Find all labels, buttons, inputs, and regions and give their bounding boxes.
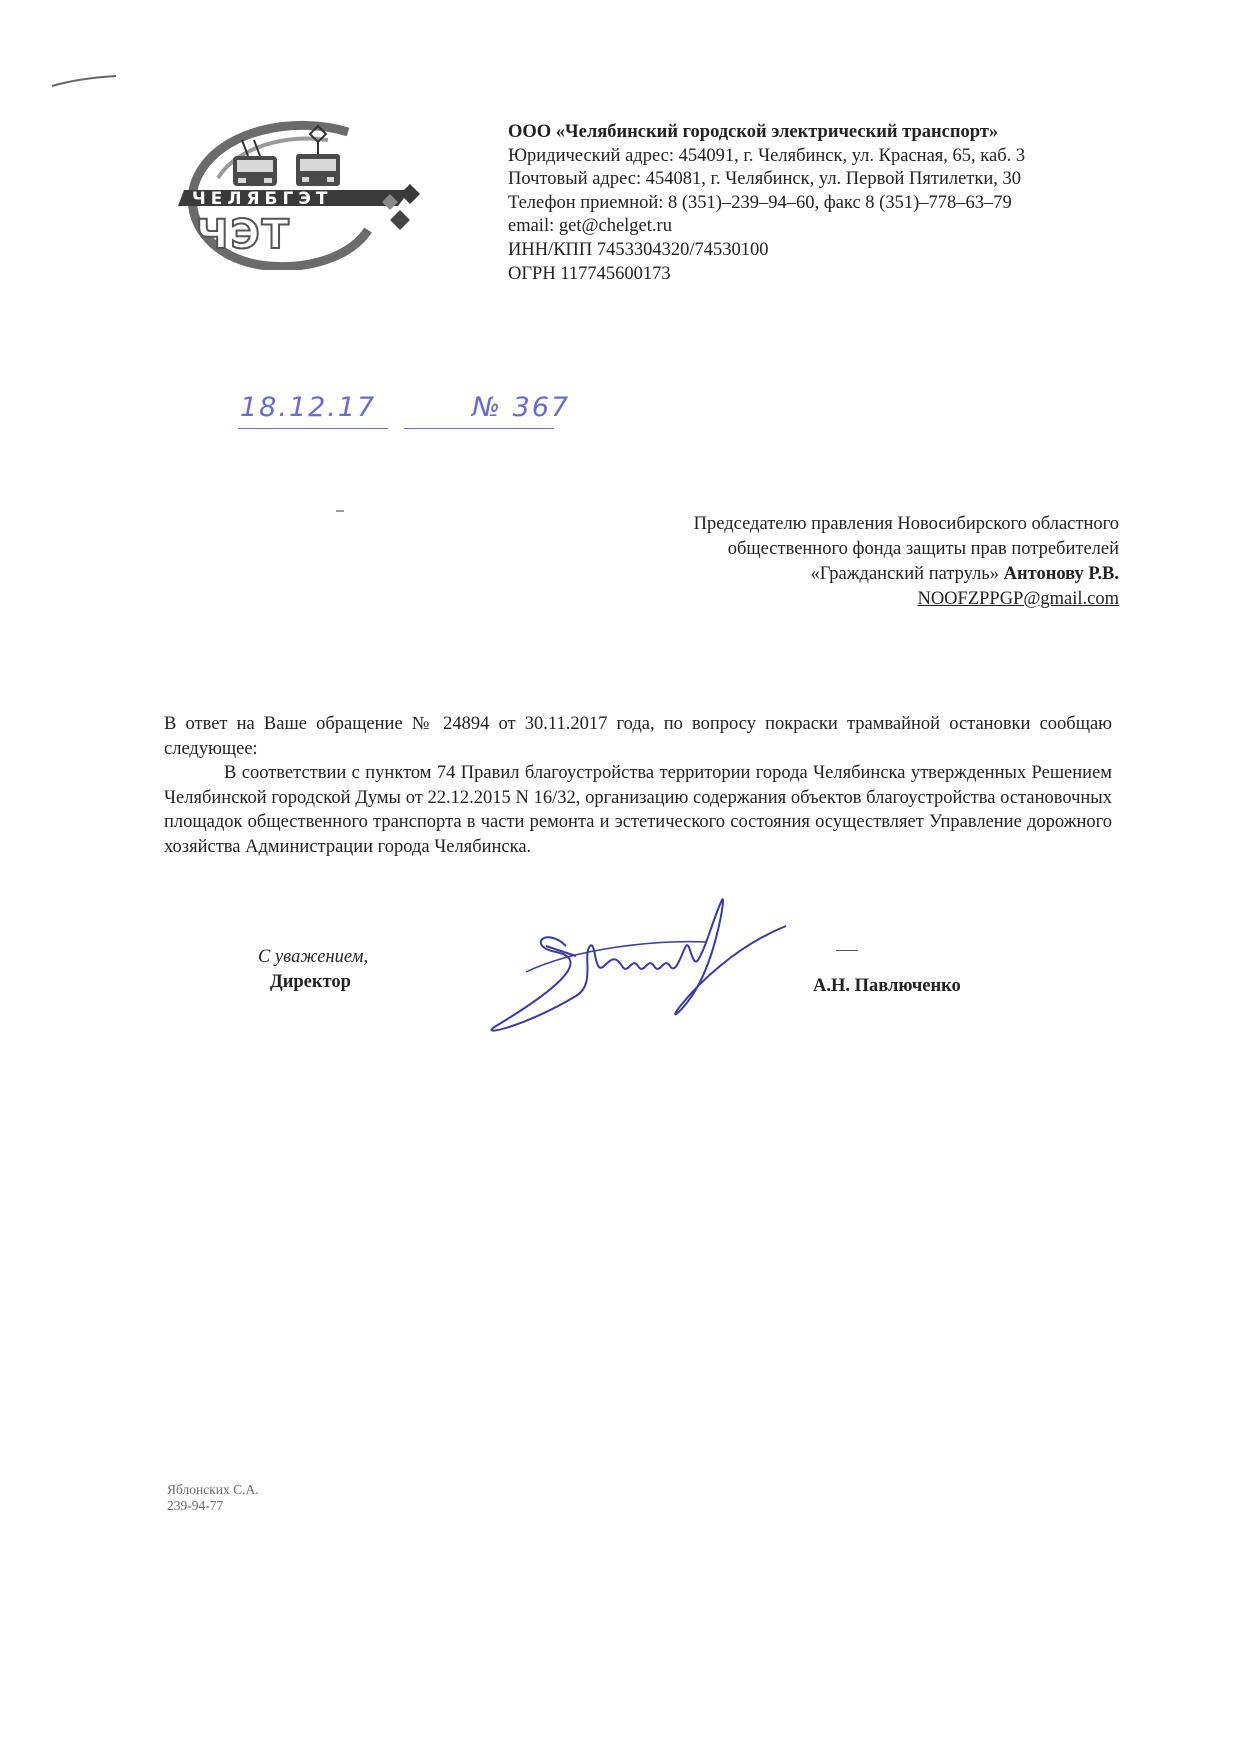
legal-address: Юридический адрес: 454091, г. Челябинск, ул. Красная, 65, каб. 3 <box>508 145 1026 166</box>
number-underline <box>404 428 554 429</box>
addressee-name: Антонову Р.В. <box>1003 564 1119 584</box>
org-header <box>508 121 1025 286</box>
org-name: ООО «Челябинский городской электрический транспорт» <box>508 122 999 142</box>
body-paragraph-1-text: В ответ на Ваше обращение № 24894 от 30.11.2017 года, по вопросу покраски трамвайной остановки сообщаю следующее: <box>164 714 1112 759</box>
executor-name: Яблонских С.А. <box>167 1482 259 1497</box>
outgoing-date: 18.12.17 <box>240 392 377 423</box>
body-paragraph-2 <box>164 761 1112 859</box>
closing-greeting: С уважением, <box>258 947 369 967</box>
addressee-line-3 <box>694 562 1119 587</box>
tram-icon <box>296 126 340 186</box>
body-paragraph-2-text: В соответствии с пунктом 74 Правил благоустройства территории города Челябинска утвержденных Решением Челябинской городской Думы от 22.12.2015 N 16/32, организацию содержания объектов благоустройства остановочных площадок общественного транспорта в части ремонта и эстетического состояния осуществляет Управление дорожного хозяйства Администрации города Челябинска. <box>164 763 1112 857</box>
outgoing-reference <box>240 392 571 423</box>
company-logo <box>178 120 458 270</box>
executor-info <box>167 1482 259 1514</box>
addressee-email[interactable]: NOOFZPPGP@gmail.com <box>917 589 1119 609</box>
addressee-line-2: общественного фонда защиты прав потребителей <box>727 539 1119 559</box>
date-underline <box>238 428 388 429</box>
signatory-name: А.Н. Павлюченко <box>813 976 961 996</box>
phone-fax: Телефон приемной: 8 (351)–239–94–60, факс 8 (351)–778–63–79 <box>508 192 1012 213</box>
letter-body <box>164 712 1112 860</box>
executor-phone: 239-94-77 <box>167 1498 224 1513</box>
ogrn: ОГРН 117745600173 <box>508 263 671 284</box>
body-paragraph-1 <box>164 712 1112 761</box>
addressee-org: «Гражданский патруль» <box>810 564 999 584</box>
scan-dot <box>336 510 344 512</box>
logo-short: ЧЭТ <box>196 212 291 258</box>
org-email: email: get@chelget.ru <box>508 216 672 237</box>
postal-address: Почтовый адрес: 454081, г. Челябинск, ул. Первой Пятилетки, 30 <box>508 169 1022 190</box>
outgoing-number: № 367 <box>472 392 571 423</box>
signature <box>486 886 806 1046</box>
addressee-block <box>694 512 1119 612</box>
signatory-role: Директор <box>270 972 351 992</box>
addressee-line-1: Председателю правления Новосибирского областного <box>693 514 1119 534</box>
scan-mark <box>50 72 120 92</box>
name-dash <box>836 950 858 951</box>
logo-wordmark: ЧЕЛЯБГЭТ <box>192 189 333 209</box>
inn-kpp: ИНН/КПП 7453304320/74530100 <box>508 239 769 260</box>
